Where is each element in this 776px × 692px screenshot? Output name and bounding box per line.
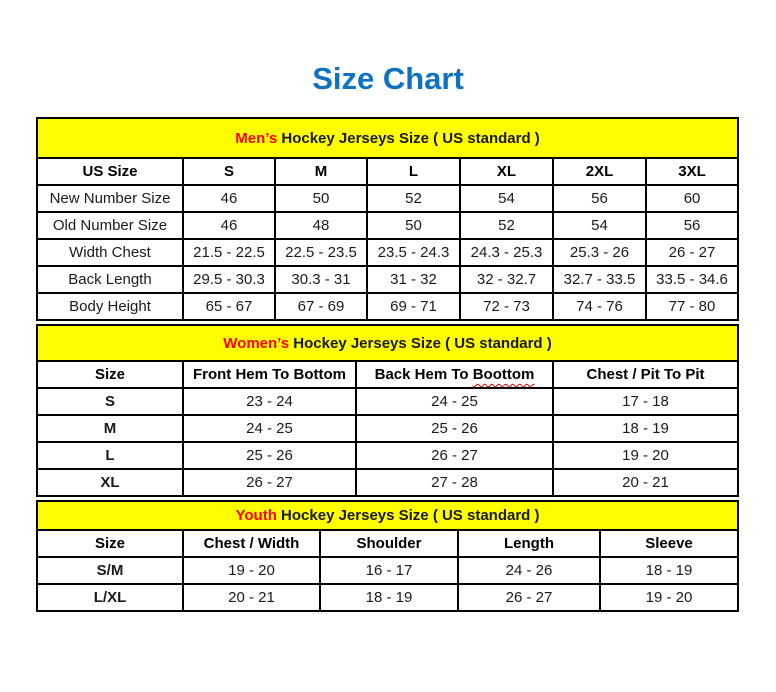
youth-col-header: Shoulder	[320, 530, 458, 557]
tables-container	[36, 117, 737, 612]
youth-section-header	[37, 501, 738, 530]
table-row	[37, 557, 738, 584]
cell: 29.5 - 30.3	[183, 266, 275, 293]
row-label: New Number Size	[37, 185, 183, 212]
cell: 24 - 26	[458, 557, 600, 584]
mens-size-table	[36, 117, 739, 321]
cell: 54	[553, 212, 646, 239]
row-label: Body Height	[37, 293, 183, 320]
cell: 21.5 - 22.5	[183, 239, 275, 266]
cell: 77 - 80	[646, 293, 738, 320]
table-row	[37, 584, 738, 611]
youth-section-highlight: Youth	[235, 507, 277, 524]
mens-col-header: 3XL	[646, 158, 738, 185]
womens-band-row	[37, 325, 738, 361]
cell: 50	[367, 212, 460, 239]
womens-section-header	[37, 325, 738, 361]
cell: 74 - 76	[553, 293, 646, 320]
cell: 67 - 69	[275, 293, 367, 320]
cell: 24.3 - 25.3	[460, 239, 553, 266]
womens-col-header: Size	[37, 361, 183, 388]
cell: 26 - 27	[458, 584, 600, 611]
cell: 27 - 28	[356, 469, 553, 496]
cell: 48	[275, 212, 367, 239]
row-label: S/M	[37, 557, 183, 584]
cell: 22.5 - 23.5	[275, 239, 367, 266]
cell: 23 - 24	[183, 388, 356, 415]
table-row	[37, 266, 738, 293]
cell: 32.7 - 33.5	[553, 266, 646, 293]
cell: 26 - 27	[183, 469, 356, 496]
cell: 18 - 19	[600, 557, 738, 584]
mens-section-title-rest: Hockey Jerseys Size ( US standard )	[277, 129, 540, 147]
womens-section-title-rest: Hockey Jerseys Size ( US standard )	[289, 334, 552, 352]
cell: 30.3 - 31	[275, 266, 367, 293]
cell: 33.5 - 34.6	[646, 266, 738, 293]
womens-size-table	[36, 324, 739, 497]
table-row	[37, 442, 738, 469]
cell: 72 - 73	[460, 293, 553, 320]
row-label: XL	[37, 469, 183, 496]
mens-col-header: US Size	[37, 158, 183, 185]
cell: 52	[460, 212, 553, 239]
cell: 23.5 - 24.3	[367, 239, 460, 266]
page-title: Size Chart	[312, 61, 464, 96]
table-row	[37, 239, 738, 266]
mens-section-header	[37, 118, 738, 158]
cell: 25.3 - 26	[553, 239, 646, 266]
cell: 60	[646, 185, 738, 212]
row-label: Back Length	[37, 266, 183, 293]
cell: 20 - 21	[183, 584, 320, 611]
cell: 54	[460, 185, 553, 212]
cell: 24 - 25	[356, 388, 553, 415]
womens-col-header-prefix: Back Hem To	[374, 366, 469, 383]
cell: 19 - 20	[553, 442, 738, 469]
cell: 18 - 19	[553, 415, 738, 442]
mens-col-header: L	[367, 158, 460, 185]
youth-col-header: Chest / Width	[183, 530, 320, 557]
youth-col-header: Length	[458, 530, 600, 557]
womens-section-highlight: Women’s	[223, 334, 290, 352]
mens-section-highlight: Men’s	[235, 129, 278, 147]
mens-header-row	[37, 158, 738, 185]
mens-col-header: M	[275, 158, 367, 185]
cell: 19 - 20	[183, 557, 320, 584]
cell: 20 - 21	[553, 469, 738, 496]
cell: 50	[275, 185, 367, 212]
womens-col-header: Front Hem To Bottom	[183, 361, 356, 388]
mens-col-header: S	[183, 158, 275, 185]
cell: 46	[183, 185, 275, 212]
cell: 17 - 18	[553, 388, 738, 415]
cell: 18 - 19	[320, 584, 458, 611]
cell: 19 - 20	[600, 584, 738, 611]
cell: 56	[553, 185, 646, 212]
cell: 31 - 32	[367, 266, 460, 293]
youth-col-header: Size	[37, 530, 183, 557]
youth-header-row	[37, 530, 738, 557]
cell: 56	[646, 212, 738, 239]
row-label: Width Chest	[37, 239, 183, 266]
womens-col-header: Chest / Pit To Pit	[553, 361, 738, 388]
cell: 52	[367, 185, 460, 212]
misspelled-word: Boottom	[472, 366, 535, 383]
cell: 32 - 32.7	[460, 266, 553, 293]
cell: 65 - 67	[183, 293, 275, 320]
cell: 46	[183, 212, 275, 239]
row-label: L/XL	[37, 584, 183, 611]
cell: 24 - 25	[183, 415, 356, 442]
youth-section-title-rest: Hockey Jerseys Size ( US standard )	[276, 507, 540, 524]
cell: 25 - 26	[183, 442, 356, 469]
row-label: Old Number Size	[37, 212, 183, 239]
row-label: S	[37, 388, 183, 415]
table-row	[37, 469, 738, 496]
table-row	[37, 415, 738, 442]
mens-band-row	[37, 118, 738, 158]
youth-band-row	[37, 501, 738, 530]
cell: 25 - 26	[356, 415, 553, 442]
cell: 69 - 71	[367, 293, 460, 320]
mens-col-header: XL	[460, 158, 553, 185]
mens-col-header: 2XL	[553, 158, 646, 185]
table-row	[37, 388, 738, 415]
youth-size-table	[36, 500, 739, 612]
table-row	[37, 185, 738, 212]
table-row	[37, 212, 738, 239]
cell: 26 - 27	[646, 239, 738, 266]
row-label: L	[37, 442, 183, 469]
row-label: M	[37, 415, 183, 442]
womens-col-header	[356, 361, 553, 388]
cell: 26 - 27	[356, 442, 553, 469]
cell: 16 - 17	[320, 557, 458, 584]
womens-header-row	[37, 361, 738, 388]
table-row	[37, 293, 738, 320]
youth-col-header: Sleeve	[600, 530, 738, 557]
